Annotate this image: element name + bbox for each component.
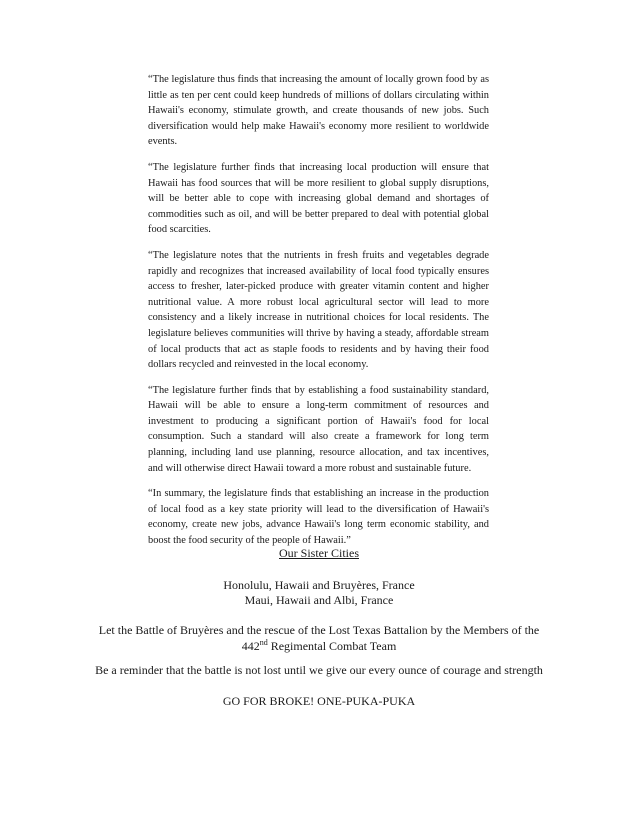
sister-city-pair: Honolulu, Hawaii and Bruyères, France: [223, 578, 415, 592]
battle-line-2: [0, 638, 638, 654]
quote-paragraph: “The legislature thus finds that increasing the amount of locally grown food by as little as ten per cent could keep hundreds of millions of dollars circulating within Hawaii's economy, stimulate growth, and create thousands of new jobs. Such diversification would help make Hawaii's economy more resilient to worldwide events.: [148, 74, 489, 148]
quote-paragraph: “In summary, the legislature finds that establishing an increase in the production of local food as a key state priority will lead to the diversification of Hawaii's economy, create new jobs, advance Hawaii's long term economic stability, and boost the food security of the people of Hawaii.”: [148, 488, 489, 547]
legislative-quotes: [148, 72, 489, 559]
sister-cities-list: [0, 578, 638, 608]
battle-line-1: Let the Battle of Bruyères and the rescue of the Lost Texas Battalion by the Members of the: [98, 623, 540, 637]
regiment-ordinal: nd: [259, 638, 268, 647]
motto: GO FOR BROKE! ONE-PUKA-PUKA: [222, 694, 416, 708]
sister-cities-heading: Our Sister Cities: [279, 546, 359, 560]
regiment-name: Regimental Combat Team: [267, 639, 397, 653]
regiment-number: 442: [241, 639, 260, 653]
reminder-text: Be a reminder that the battle is not lost until we give our every ounce of courage and strength: [95, 663, 543, 677]
battle-dedication: [0, 622, 638, 654]
quote-paragraph: “The legislature further finds that increasing local production will ensure that Hawaii has food sources that will be more resilient to global supply disruptions, will be better able to cope with increasing global demand and shortages of commodities such as oil, and will be better prepared to deal with potential global food scarcities.: [148, 161, 489, 236]
sister-city-pair: Maui, Hawaii and Albi, France: [244, 593, 394, 607]
quote-paragraph: “The legislature notes that the nutrients in fresh fruits and vegetables degrade rapidly and recognizes that increased availability of local food typically ensures access to fresher, later-picked produce with greater vitamin content and higher nutritional value. A more robust local agricultural sector will lead to more consistency and a likely increase in nutritional choices for local residents. The legislature believes communities will thrive by having a steady, affordable stream of local products that act as staple foods to residents and by having their food dollars recycled and reinvested in the local economy.: [148, 249, 489, 371]
quote-paragraph: “The legislature further finds that by establishing a food sustainability standard, Hawaii will be able to ensure a long-term commitment of resources and investment to producing a significant portion of Hawaii's food for local consumption. Such a standard will also create a framework for long term planning, including land use planning, resource allocation, and tax incentives, and will otherwise direct Hawaii toward a more robust and sustainable future.: [148, 384, 489, 474]
